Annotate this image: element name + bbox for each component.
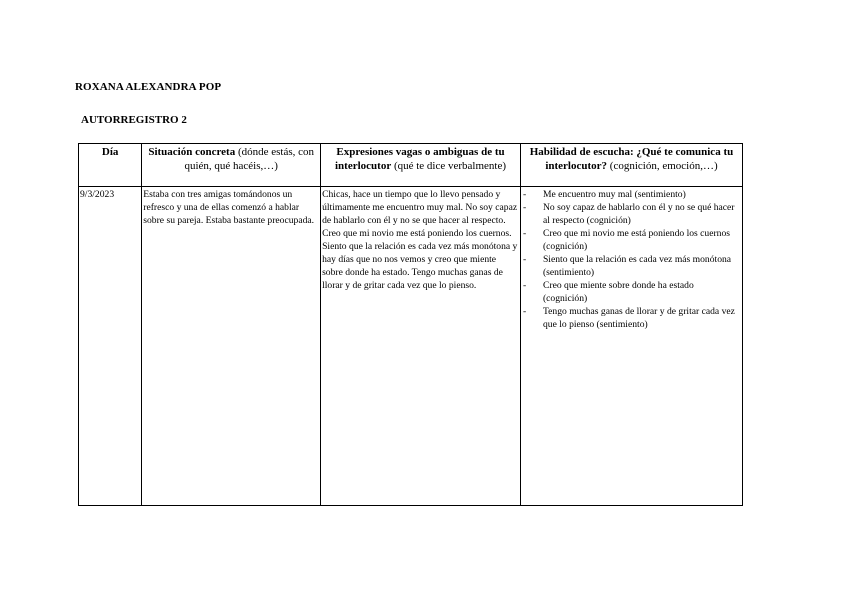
cell-situation: Estaba con tres amigas tomándonos un refresco y una de ellas comenzó a hablar sobre su pareja. Estaba bastante preocupada.	[142, 187, 321, 506]
list-item-text: No soy capaz de hablarlo con él y no se qué hacer al respecto (cognición)	[542, 202, 735, 226]
list-item-text: Siento que la relación es cada vez más monótona (sentimiento)	[542, 254, 732, 278]
header-listening-skill	[520, 144, 742, 187]
header-expressions-label: Expresiones vagas o ambiguas de tu interlocutor	[335, 146, 505, 172]
header-expressions	[321, 144, 521, 187]
header-listening-skill-label: Habilidad de escucha: ¿Qué te comunica tu interlocutor?	[529, 146, 734, 172]
list-item	[522, 201, 741, 227]
document-title: AUTORREGISTRO 2	[81, 114, 187, 126]
list-item	[522, 188, 741, 201]
table-header-row	[79, 144, 743, 187]
table-row	[79, 187, 743, 506]
list-dash: -	[522, 306, 527, 317]
cell-listening-skill	[520, 187, 742, 506]
list-item-text: Me encuentro muy mal (sentimiento)	[542, 189, 686, 200]
list-dash: -	[522, 189, 527, 200]
list-item	[522, 305, 741, 331]
list-item	[522, 227, 741, 253]
header-situation-note: (dónde estás, con quién, qué hacéis,…)	[184, 146, 315, 172]
header-situation	[142, 144, 321, 187]
header-day-label: Día	[101, 146, 119, 158]
skill-list	[522, 188, 741, 331]
list-dash: -	[522, 202, 527, 213]
list-dash: -	[522, 254, 527, 265]
list-dash: -	[522, 228, 527, 239]
author-name: ROXANA ALEXANDRA POP	[75, 81, 222, 93]
list-item-text: Tengo muchas ganas de llorar y de gritar cada vez que lo pienso (sentimiento)	[542, 306, 735, 330]
list-item	[522, 279, 741, 305]
self-record-table	[78, 143, 743, 506]
list-item	[522, 253, 741, 279]
header-expressions-note: (qué te dice verbalmente)	[391, 160, 507, 172]
list-dash: -	[522, 280, 527, 291]
cell-expressions: Chicas, hace un tiempo que lo llevo pensado y últimamente me encuentro muy mal. No soy capaz de hablarlo con él y no se que hacer al respecto. Creo que mi novio me está poniendo los cuernos. Siento que la relación es cada vez más monótona y hay días que no nos vemos y creo que miente sobre donde ha estado. Tengo muchas ganas de llorar y de gritar cada vez que lo pienso.	[321, 187, 521, 506]
header-day	[79, 144, 142, 187]
list-item-text: Creo que mi novio me está poniendo los cuernos (cognición)	[542, 228, 731, 252]
list-item-text: Creo que miente sobre donde ha estado (cognición)	[542, 280, 694, 304]
header-listening-skill-note: (cognición, emoción,…)	[607, 160, 718, 172]
cell-date: 9/3/2023	[79, 187, 142, 506]
header-situation-label: Situación concreta	[148, 146, 236, 158]
